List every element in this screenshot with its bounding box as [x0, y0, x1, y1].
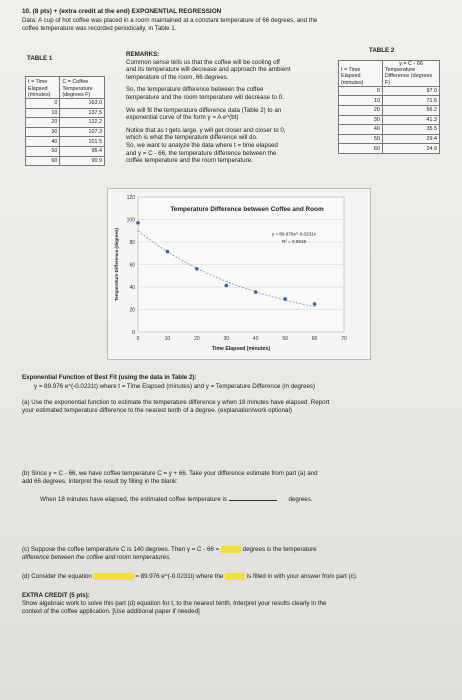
table1-value-cell: 101.5 [60, 137, 105, 147]
table2-row [339, 115, 440, 125]
data-point [224, 284, 228, 288]
table2-time-cell: 30 [339, 115, 383, 125]
table1 [25, 76, 105, 166]
part-c-line2: difference between the coffee and room temperatures. [22, 554, 171, 561]
table2-formula: y = C - 66 [399, 61, 423, 67]
table2-row [339, 106, 440, 116]
table2-title: TABLE 2 [369, 47, 395, 54]
data-description-line2: coffee temperature was recorded periodically, in Table 1. [22, 25, 177, 32]
table2-value-cell: 35.5 [382, 125, 439, 135]
extra-credit-title: EXTRA CREDIT (5 pts): [22, 592, 90, 599]
problem-heading: 10. (8 pts) + (extra credit at the end) EXPONENTIAL REGRESSION [22, 8, 222, 15]
table1-value-cell: 122.2 [60, 118, 105, 128]
data-description-line1: Data: A cup of hot coffee was placed in a room maintained at a constant temperature of 66 degrees, and the [22, 17, 318, 24]
best-fit-heading: Exponential Function of Best Fit (using the data in Table 2): [22, 374, 197, 381]
table2-time-cell: 0 [339, 86, 383, 96]
table2-col-diff: Temperature Difference (degrees F) [384, 67, 433, 86]
x-tick-label: 10 [164, 336, 171, 342]
table1-body [26, 99, 105, 166]
table2-value-cell: 56.2 [382, 106, 439, 116]
remarks-p4-line: Notice that as t gets large, y will get closer and closer to 0, [126, 126, 286, 134]
table1-row [26, 137, 105, 147]
y-tick-label: 20 [129, 307, 135, 314]
remarks-p4-line: So, we want to analyze the data where t = time elapsed [126, 141, 278, 149]
x-axis-label: Time Elapsed (minutes) [211, 346, 271, 352]
x-tick-label: 50 [282, 336, 288, 342]
table1-col-time: t = Time Elapsed (minutes) [26, 77, 60, 99]
table2-value-cell: 41.3 [382, 115, 439, 125]
part-b-line3 [40, 494, 313, 504]
part-d-line [22, 573, 358, 581]
y-tick-label: 120 [126, 195, 135, 201]
table1-row [26, 108, 105, 118]
table1-time-cell: 30 [26, 127, 60, 137]
table2-row [339, 134, 440, 144]
table1-time-cell: 40 [26, 137, 60, 147]
table1-row [26, 99, 105, 109]
remarks-block [126, 51, 338, 165]
part-c-text-b: degrees is the temperature [242, 546, 317, 554]
table1-time-cell: 50 [26, 146, 60, 156]
table1-value-cell: 90.9 [60, 156, 105, 166]
part-d-blank-1[interactable] [94, 573, 134, 580]
table1-time-cell: 60 [26, 156, 60, 166]
data-point [254, 290, 258, 294]
part-b-answer-blank[interactable] [229, 494, 277, 501]
remarks-p4-line: coffee temperature and the room temperature. [126, 157, 253, 165]
y-tick-label: 80 [129, 240, 135, 246]
extra-credit-line1: Show algebraic work to solve this part (d) equation for t, to the nearest tenth. Interpret your results clearly in the [22, 600, 327, 607]
table1-row [26, 127, 105, 137]
y-tick-label: 0 [132, 330, 135, 336]
part-b-suffix: degrees. [288, 496, 313, 503]
table2-row [339, 125, 440, 135]
data-point [136, 221, 140, 225]
y-axis-label: Temperature Difference (degrees) [114, 227, 119, 302]
r-squared-label: R² = 0.9848 [281, 239, 307, 245]
x-tick-label: 0 [136, 336, 140, 342]
chart-container [107, 188, 371, 360]
trend-equation-label: y = 89.976e^-0.0231x [271, 231, 317, 237]
table2-body [339, 86, 440, 153]
remarks-p2-line: So, the temperature difference between the coffee [126, 86, 264, 94]
remarks-p4-line: which is what the temperature difference will do. [126, 134, 258, 142]
table1-title: TABLE 1 [27, 55, 53, 62]
y-tick-label: 100 [126, 217, 135, 224]
part-a-line2: your estimated temperature difference to the nearest tenth of a degree. (explanation/work optional) [22, 407, 292, 414]
chart-title: Temperature Difference between Coffee and Room [170, 206, 324, 213]
scatter-chart [108, 189, 370, 359]
x-tick-label: 20 [194, 336, 200, 342]
table1-row [26, 156, 105, 166]
remarks-p3-line: exponential curve of the form y = A e^(bt) [126, 114, 239, 122]
y-tick-label: 60 [129, 262, 135, 269]
table2-value-cell: 29.4 [382, 134, 439, 144]
remarks-p1-line: Common sense tells us that the coffee will be cooling off [126, 58, 280, 66]
part-b-sentence: When 18 minutes have elapsed, the estimated coffee temperature is [40, 496, 227, 503]
table2-time-cell: 40 [339, 125, 383, 135]
table2-value-cell: 97.0 [382, 86, 439, 96]
data-point [166, 250, 170, 254]
table2-row [339, 96, 440, 106]
table1-value-cell: 95.4 [60, 146, 105, 156]
table2-col-time: t = Time Elapsed (minutes) [339, 61, 383, 87]
part-d-text-b: = 89.976 e^(-0.0231t) where the [135, 573, 224, 581]
extra-credit-line2: context of the coffee application. [Use additional paper if needed] [22, 608, 200, 615]
part-c-answer-blank[interactable] [221, 546, 241, 553]
remarks-title: REMARKS: [126, 51, 160, 58]
part-b-line1: (b) Since y = C - 66, we have coffee temperature C = y + 66. Take your difference estimate from part (a) and [22, 470, 318, 477]
table1-value-cell: 137.5 [60, 108, 105, 118]
table1-row [26, 146, 105, 156]
remarks-p2-line: temperature and the room temperature will decrease to 0. [126, 93, 284, 101]
table2-row [339, 144, 440, 154]
data-point [313, 302, 317, 306]
table2-header-row [339, 61, 440, 87]
remarks-p1-line: and its temperature will decrease and approach the ambient [126, 66, 291, 74]
table1-row [26, 118, 105, 128]
table2-time-cell: 10 [339, 96, 383, 106]
part-c-text-a: (c) Suppose the coffee temperature C is 140 degrees. Then y = C - 66 = [22, 546, 220, 554]
table1-col-temp: C = Coffee Temperature (degrees F) [60, 77, 105, 99]
table2-col-diff-header [382, 61, 439, 87]
part-c-line1 [22, 546, 317, 554]
table1-value-cell: 163.0 [60, 99, 105, 109]
data-point [283, 297, 287, 301]
table1-time-cell: 0 [26, 99, 60, 109]
table2-value-cell: 24.9 [382, 144, 439, 154]
part-d-text-a: (d) Consider the equation [22, 573, 92, 581]
table2-row [339, 86, 440, 96]
table2-time-cell: 20 [339, 106, 383, 116]
x-tick-label: 30 [223, 336, 230, 342]
part-b-line2: add 66 degrees. Interpret the result by filling in the blank: [22, 478, 178, 485]
y-tick-label: 40 [129, 285, 135, 291]
table1-time-cell: 20 [26, 118, 60, 128]
x-tick-label: 60 [311, 336, 318, 342]
best-fit-formula: y = 89.976 e^(-0.0231t) where t = Time Elapsed (minutes) and y = Temperature Difference (in degrees) [34, 383, 316, 390]
remarks-p3-line: We will fit the temperature difference data (Table 2) to an [126, 106, 282, 114]
table2-time-cell: 50 [339, 134, 383, 144]
x-tick-label: 40 [252, 336, 259, 342]
remarks-p1-line: temperature of the room, 66 degrees. [126, 73, 229, 81]
part-d-blank-2[interactable] [225, 573, 245, 580]
table2 [338, 60, 440, 154]
table1-header-row [26, 77, 105, 99]
part-d-text-c: is filled in with your answer from part (c). [246, 573, 358, 581]
table2-time-cell: 60 [339, 144, 383, 154]
x-tick-label: 70 [341, 336, 347, 342]
part-a-line1: (a) Use the exponential function to estimate the temperature difference y when 18 minutes have elapsed. Report [22, 399, 330, 406]
table1-value-cell: 107.3 [60, 127, 105, 137]
table2-value-cell: 71.5 [382, 96, 439, 106]
remarks-p4-line: and y = C - 66, the temperature difference between the [126, 149, 277, 157]
table1-time-cell: 10 [26, 108, 60, 118]
data-point [195, 267, 199, 271]
